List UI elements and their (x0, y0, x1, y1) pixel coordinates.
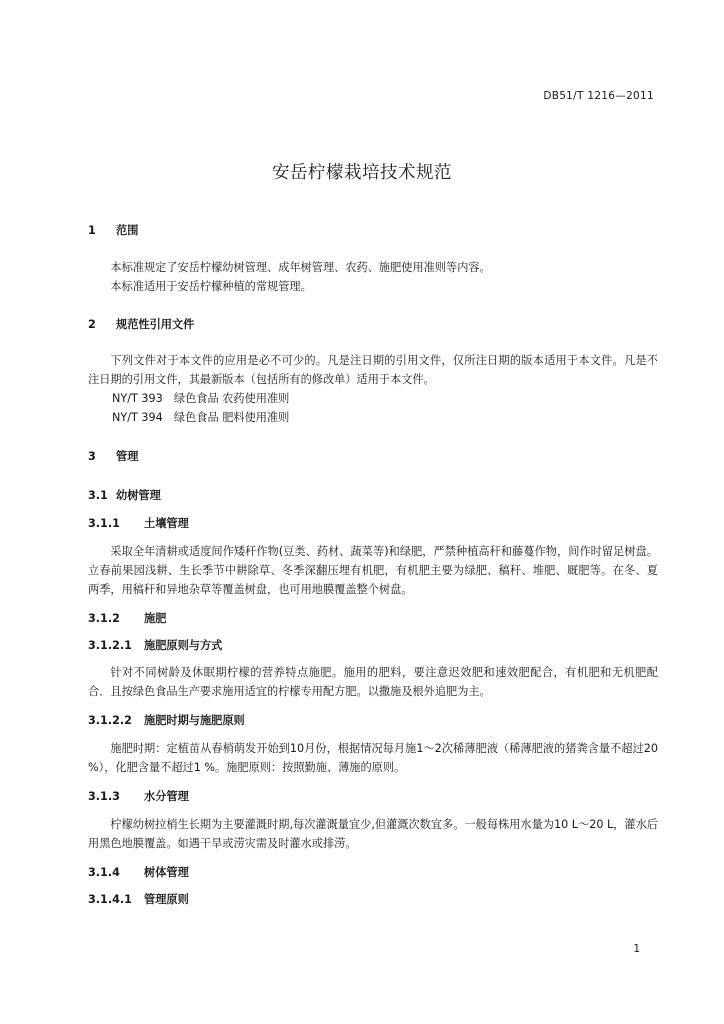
reference-item: NY/T 393 绿色食品 农药使用准则 (112, 392, 290, 405)
section-number: 1 (88, 224, 96, 237)
section-number: 3.1.4.1 (88, 893, 132, 906)
section-title: 施肥时期与施肥原则 (144, 714, 245, 727)
section-title: 幼树管理 (116, 489, 161, 502)
section-number: 3 (88, 450, 96, 463)
section-3-1-3-heading (88, 787, 658, 806)
section-title: 树体管理 (144, 866, 189, 879)
section-3-1-1-heading (88, 514, 658, 533)
section-3-1-heading (88, 486, 658, 505)
paragraph: 本标准适用于安岳柠檬种植的常规管理。 (110, 280, 312, 293)
section-number: 3.1.1 (88, 517, 120, 530)
section-title: 土壤管理 (144, 517, 189, 530)
section-title: 水分管理 (144, 790, 189, 803)
section-number: 3.1.2.2 (88, 714, 132, 727)
paragraph: 下列文件对于本文件的应用是必不可少的。凡是注日期的引用文件，仅所注日期的版本适用于本文件。凡是不注日期的引用文件，其最新版本（包括所有的修改单）适用于本文件。 (88, 354, 658, 386)
section-2-heading (88, 315, 658, 334)
section-3-1-2-1-heading (88, 636, 658, 655)
section-3-1-4-heading (88, 863, 658, 882)
section-number: 3.1.2.1 (88, 639, 132, 652)
section-title: 施肥原则与方式 (144, 639, 223, 652)
section-number: 3.1.3 (88, 790, 120, 803)
section-1-heading (88, 221, 658, 240)
standard-code: DB51/T 1216—2011 (543, 90, 654, 102)
page-number: 1 (633, 943, 640, 955)
section-number: 3.1 (88, 489, 108, 502)
paragraph: 柠檬幼树拉梢生长期为主要灌溉时期,每次灌溉量宜少,但灌溉次数宜多。一般每株用水量为10 L～20 L，灌水后用黑色地膜覆盖。如遇干旱或涝灾需及时灌水或排涝。 (88, 818, 658, 850)
paragraph: 施肥时期：定植苗从春梢萌发开始到10月份，根据情况每月施1～2次稀薄肥液（稀薄肥液的猪粪含量不超过20 %），化肥含量不超过1 %。施肥原则：按照勤施、薄施的原则。 (88, 742, 658, 774)
section-number: 3.1.2 (88, 612, 120, 625)
section-title: 范围 (116, 224, 139, 237)
document-title: 安岳柠檬栽培技术规范 (272, 163, 452, 183)
section-title: 管理原则 (144, 893, 189, 906)
section-title: 规范性引用文件 (116, 318, 195, 331)
section-3-heading (88, 447, 658, 466)
section-3-1-4-1-heading (88, 890, 658, 909)
section-number: 2 (88, 318, 96, 331)
paragraph: 本标准规定了安岳柠檬幼树管理、成年树管理、农药、施肥使用准则等内容。 (110, 261, 491, 274)
paragraph: 针对不同树龄及休眠期柠檬的营养特点施肥。施用的肥料，要注意迟效肥和速效肥配合，有机肥和无机肥配合．且按绿色食品生产要求施用适宜的柠檬专用配方肥。以撒施及根外追肥为主。 (88, 666, 658, 698)
paragraph: 采取全年清耕或适度间作矮秆作物(豆类、药材、蔬菜等)和绿肥，严禁种植高秆和藤蔓作物，间作时留足树盘。立春前果园浅耕、生长季节中耕除草、冬季深翻压埋有机肥，有机肥主要为绿肥、稿秆、堆肥、厩肥等。在冬、夏两季，用稿秆和异地杂草等覆盖树盘，也可用地膜覆盖整个树盘。 (88, 545, 658, 596)
section-title: 施肥 (144, 612, 167, 625)
section-title: 管理 (116, 450, 139, 463)
section-number: 3.1.4 (88, 866, 120, 879)
section-3-1-2-2-heading (88, 711, 658, 730)
reference-item: NY/T 394 绿色食品 肥料使用准则 (112, 411, 290, 424)
section-3-1-2-heading (88, 609, 658, 628)
